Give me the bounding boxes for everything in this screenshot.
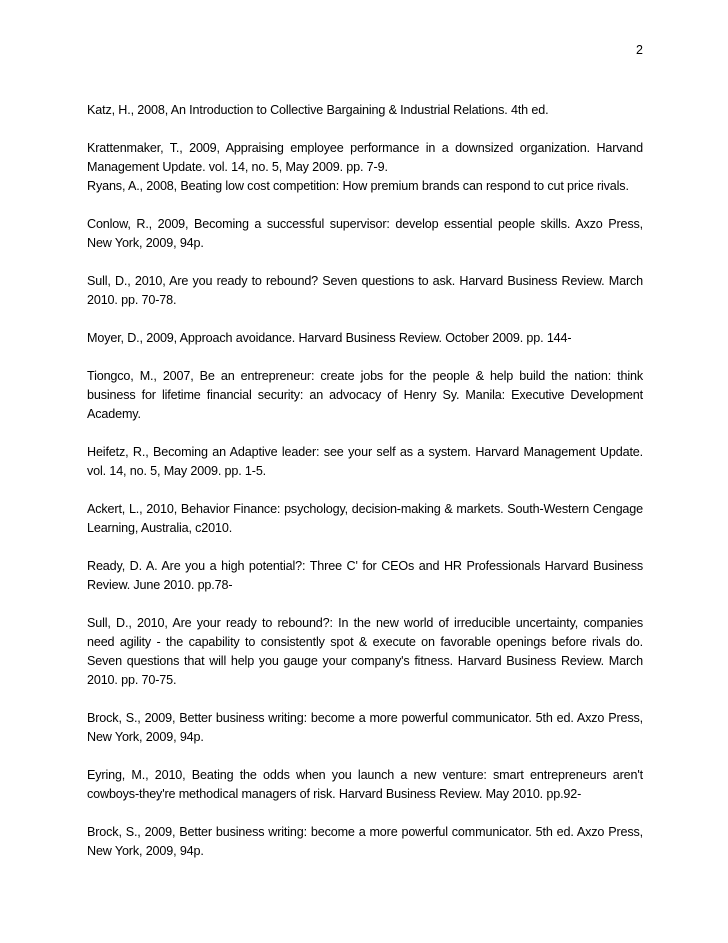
reference-entry: Moyer, D., 2009, Approach avoidance. Harvard Business Review. October 2009. pp. 144-: [87, 331, 572, 345]
reference-entry: Sull, D., 2010, Are you ready to rebound? Seven questions to ask. Harvard Business Review. March 2010. pp. 70-78.: [87, 274, 643, 307]
reference-entry: Ready, D. A. Are you a high potential?: Three C' for CEOs and HR Professionals Harvard Business Review. June 2010. pp.78-: [87, 559, 643, 592]
reference-list: [87, 101, 643, 880]
reference-entry: Heifetz, R., Becoming an Adaptive leader: see your self as a system. Harvard Management Update. vol. 14, no. 5, May 2009. pp. 1-5.: [87, 445, 643, 478]
reference-entry: Eyring, M., 2010, Beating the odds when you launch a new venture: smart entrepreneurs aren't cowboys-they're methodical managers of risk. Harvard Business Review. May 2010. pp.92-: [87, 768, 643, 801]
reference-entry: Sull, D., 2010, Are your ready to rebound?: In the new world of irreducible uncertainty, companies need agility - the capability to consistently spot & execute on favorable openings before rivals do. Seven questions that will help you gauge your company's fitness. Harvard Business Review. March 2010. pp. 70-75.: [87, 616, 643, 687]
page-number: 2: [636, 43, 643, 57]
reference-entry: Krattenmaker, T., 2009, Appraising employee performance in a downsized organization. Harvand Management Update. vol. 14, no. 5, May 2009. pp. 7-9.: [87, 141, 643, 174]
reference-entry: Ackert, L., 2010, Behavior Finance: psychology, decision-making & markets. South-Western Cengage Learning, Australia, c2010.: [87, 502, 643, 535]
reference-entry: Ryans, A., 2008, Beating low cost competition: How premium brands can respond to cut price rivals.: [87, 179, 629, 193]
reference-entry: Brock, S., 2009, Better business writing: become a more powerful communicator. 5th ed. Axzo Press, New York, 2009, 94p.: [87, 711, 643, 744]
reference-entry: Conlow, R., 2009, Becoming a successful supervisor: develop essential people skills. Axzo Press, New York, 2009, 94p.: [87, 217, 643, 250]
reference-entry: Tiongco, M., 2007, Be an entrepreneur: create jobs for the people & help build the nation: think business for lifetime financial security: an advocacy of Henry Sy. Manila: Executive Development Academy.: [87, 369, 643, 421]
reference-entry: Brock, S., 2009, Better business writing: become a more powerful communicator. 5th ed. Axzo Press, New York, 2009, 94p.: [87, 825, 643, 858]
reference-entry: Katz, H., 2008, An Introduction to Collective Bargaining & Industrial Relations. 4th ed.: [87, 103, 549, 117]
